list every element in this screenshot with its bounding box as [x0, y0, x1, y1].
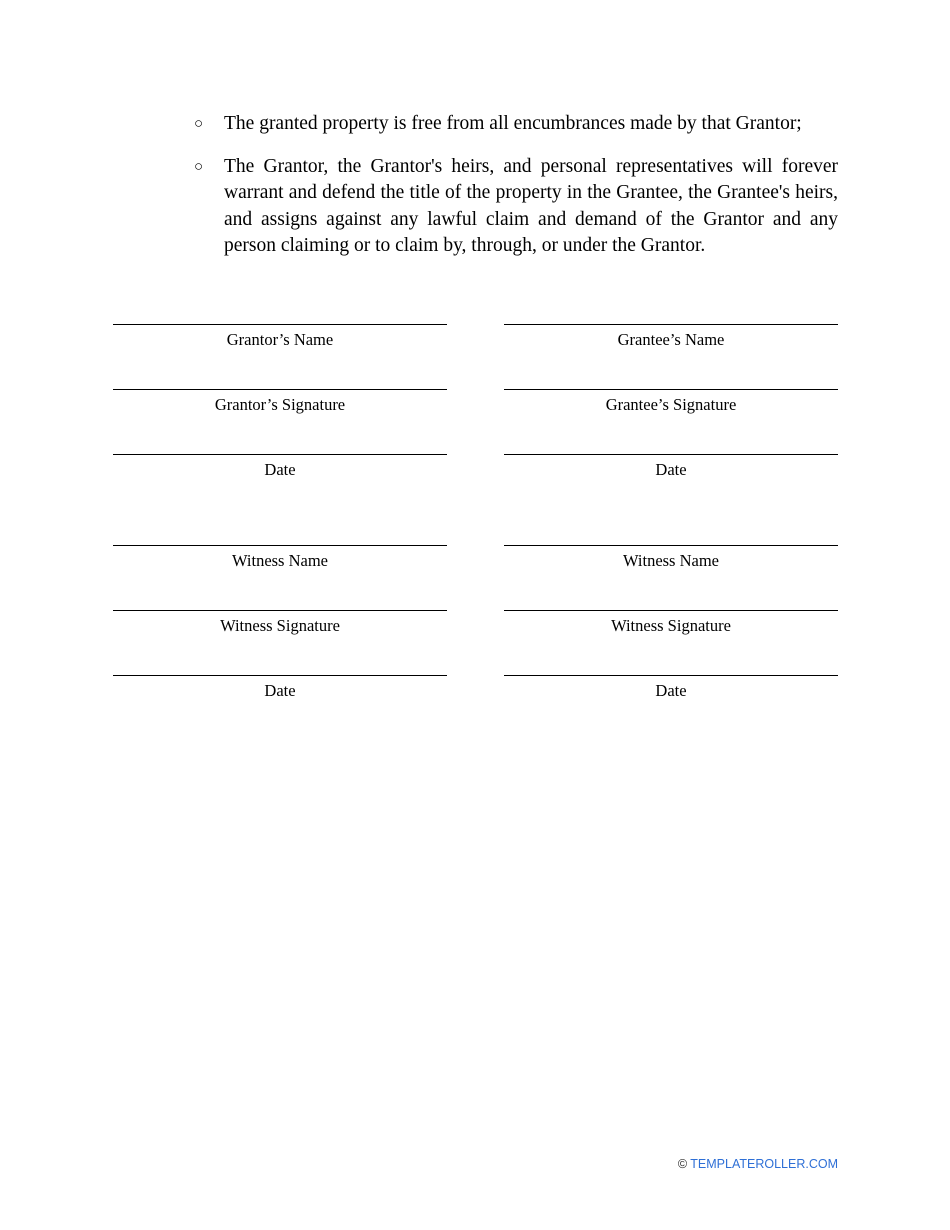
signature-line — [504, 675, 838, 676]
footer-credit — [678, 1156, 838, 1172]
grantee-witness-date-field[interactable] — [504, 675, 838, 701]
grantee-signature-label: Grantee’s Signature — [605, 395, 737, 414]
grantee-witness-name-field[interactable] — [504, 545, 838, 571]
grantee-date-field[interactable] — [504, 454, 838, 480]
signature-line — [113, 610, 447, 611]
templateroller-link[interactable]: TEMPLATEROLLER.COM — [690, 1157, 838, 1171]
grantee-witness-signature-field[interactable] — [504, 610, 838, 636]
signature-line — [113, 675, 447, 676]
signature-line — [504, 545, 838, 546]
signature-line — [113, 545, 447, 546]
signature-line — [504, 610, 838, 611]
copyright-symbol: © — [677, 1157, 688, 1171]
signature-line — [504, 389, 838, 390]
grantor-witness-date-field[interactable] — [113, 675, 447, 701]
grantor-witness-date-label: Date — [264, 681, 296, 700]
grantee-name-label: Grantee’s Name — [617, 330, 725, 349]
hollow-circle-bullet-icon: ○ — [194, 158, 204, 175]
grantee-name-field[interactable] — [504, 324, 838, 350]
signature-line — [113, 389, 447, 390]
grantee-witness-signature-label: Witness Signature — [611, 616, 731, 635]
grantor-signature-field[interactable] — [113, 389, 447, 415]
grantor-witness-signature-field[interactable] — [113, 610, 447, 636]
grantor-witness-name-field[interactable] — [113, 545, 447, 571]
grantee-witness-name-label: Witness Name — [622, 551, 720, 570]
bullet-item — [194, 154, 838, 260]
bullet-item — [194, 111, 838, 138]
grantor-witness-signature-label: Witness Signature — [220, 616, 340, 635]
grantee-signature-field[interactable] — [504, 389, 838, 415]
grantee-date-label: Date — [655, 460, 687, 479]
signature-line — [113, 324, 447, 325]
covenant-bullet-list — [194, 111, 838, 276]
grantor-date-label: Date — [264, 460, 296, 479]
grantor-signature-label: Grantor’s Signature — [214, 395, 346, 414]
signature-line — [504, 454, 838, 455]
signature-line — [113, 454, 447, 455]
bullet-text: The Grantor, the Grantor's heirs, and personal representatives will forever warrant and defend the title of the property in the Grantee, the Grantee's heirs, and assigns against any lawful claim and demand of the Grantor and any person claiming or to claim by, through, or under the Grantor. — [224, 155, 838, 256]
hollow-circle-bullet-icon: ○ — [194, 116, 204, 132]
grantor-date-field[interactable] — [113, 454, 447, 480]
grantor-name-label: Grantor’s Name — [226, 330, 334, 349]
grantor-witness-name-label: Witness Name — [231, 551, 329, 570]
grantor-name-field[interactable] — [113, 324, 447, 350]
signature-line — [504, 324, 838, 325]
grantee-witness-date-label: Date — [655, 681, 687, 700]
bullet-text: The granted property is free from all encumbrances made by that Grantor; — [224, 113, 802, 134]
